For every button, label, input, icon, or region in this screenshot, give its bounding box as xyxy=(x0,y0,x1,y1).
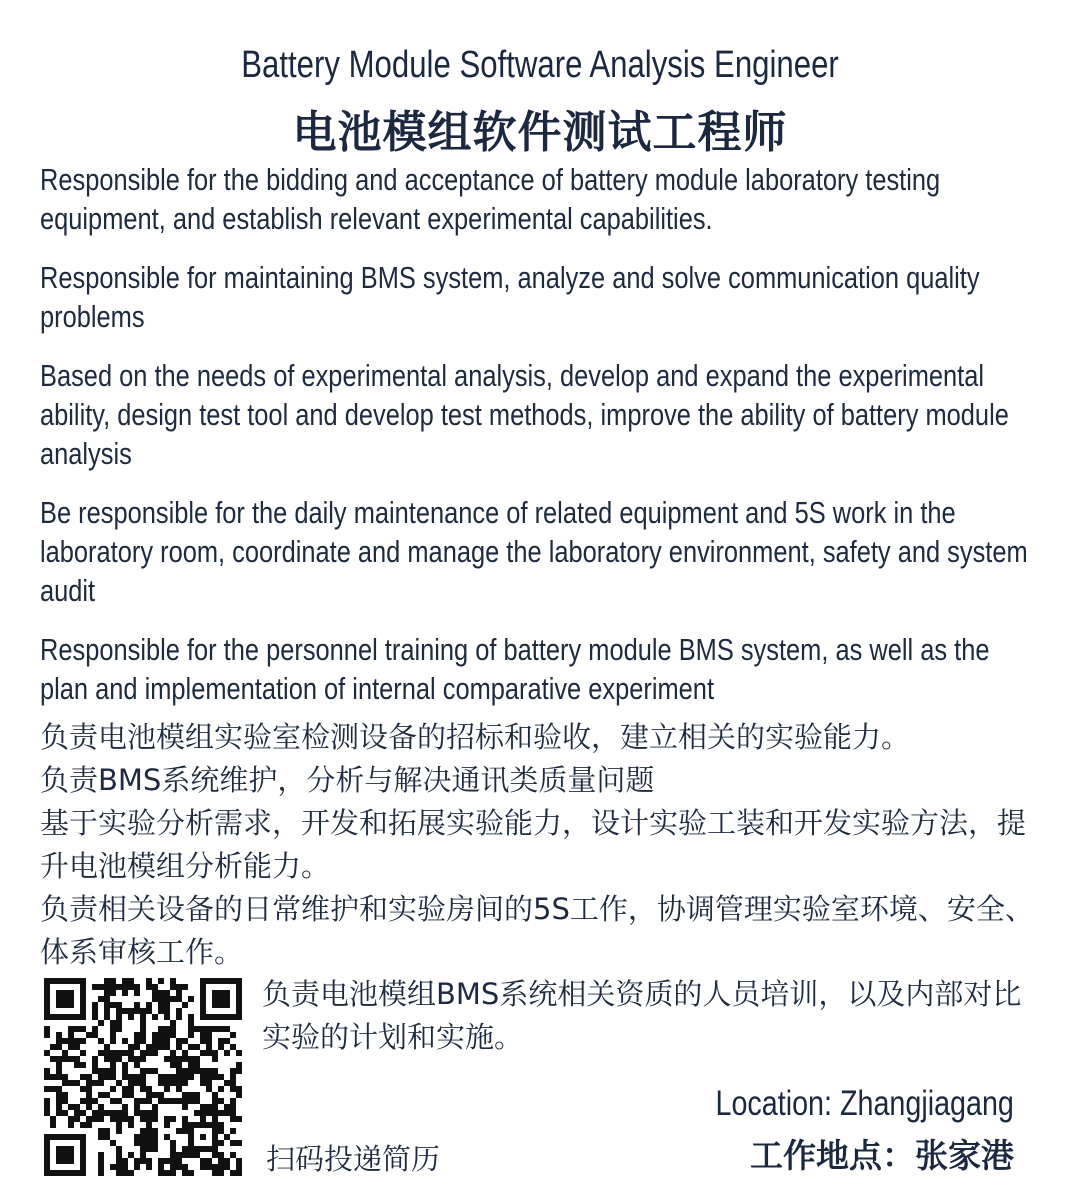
chinese-duty-item: 负责电池模组实验室检测设备的招标和验收，建立相关的实验能力。 xyxy=(40,720,911,754)
english-duty-item: Based on the needs of experimental analysis, develop and expand the experimental ability, design test tool and develop test methods, improve the ability of battery module analysis xyxy=(40,358,1009,471)
chinese-duty-item: 负责相关设备的日常维护和实验房间的5S工作，协调管理实验室环境、安全、体系审核工作。 xyxy=(40,892,1034,969)
chinese-duties-list xyxy=(40,716,1050,974)
job-title-chinese: 电池模组软件测试工程师 xyxy=(292,107,788,158)
chinese-duty-item: 负责BMS系统维护，分析与解决通讯类质量问题 xyxy=(40,763,655,797)
chinese-duty-item: 负责电池模组BMS系统相关资质的人员培训，以及内部对比实验的计划和实施。 xyxy=(262,977,1022,1054)
english-duty-item: Be responsible for the daily maintenance of related equipment and 5S work in the laboratory room, coordinate and manage the laboratory environment, safety and system audit xyxy=(40,495,1028,608)
location-english: Location: Zhangjiagang xyxy=(715,1084,1014,1123)
english-duty-item: Responsible for maintaining BMS system, analyze and solve communication quality problems xyxy=(40,260,980,334)
scan-to-apply-label: 扫码投递简历 xyxy=(266,1142,441,1176)
chinese-duty-item: 基于实验分析需求，开发和拓展实验能力，设计实验工装和开发实验方法，提升电池模组分析能力。 xyxy=(40,806,1027,883)
english-duty-item: Responsible for the bidding and acceptance of battery module laboratory testing equipment, and establish relevant experimental capabilities. xyxy=(40,162,941,236)
job-title-english: Battery Module Software Analysis Engineer xyxy=(241,44,839,86)
english-duties-list xyxy=(40,160,1040,728)
location-chinese: 工作地点：张家港 xyxy=(750,1136,1014,1175)
qr-code-icon[interactable] xyxy=(44,978,242,1176)
english-duty-item: Responsible for the personnel training of battery module BMS system, as well as the plan and implementation of internal comparative experiment xyxy=(40,632,990,706)
